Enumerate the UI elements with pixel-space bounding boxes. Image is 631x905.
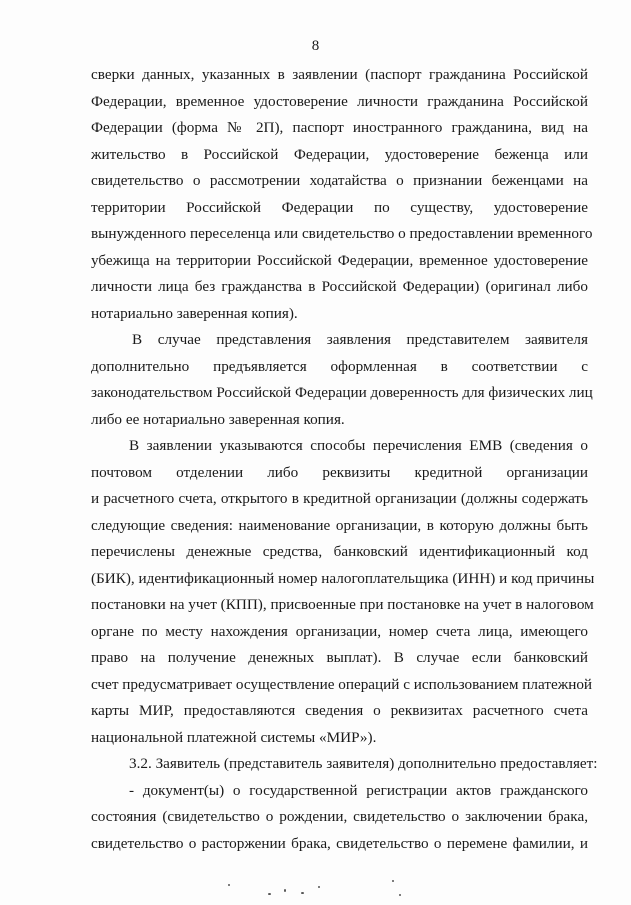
text-line: свидетельство о расторжении брака, свидетельство о перемене фамилии, и — [91, 835, 588, 852]
text-line: дополнительно предъявляется оформленная в соответствии с — [91, 358, 588, 375]
text-line: жительство в Российской Федерации, удостоверение беженца или — [91, 146, 588, 163]
scan-speck — [284, 889, 286, 892]
text-line: (БИК), идентификационный номер налогоплательщика (ИНН) и код причины — [91, 570, 595, 587]
text-line: - документ(ы) о государственной регистрации актов гражданского — [129, 782, 588, 799]
page-number: 8 — [311, 38, 320, 54]
scan-speck — [392, 880, 394, 882]
text-line: законодательством Российской Федерации доверенность для физических лиц — [91, 384, 593, 401]
text-line: национальной платежной системы «МИР»). — [91, 729, 377, 746]
text-line: карты МИР, предоставляются сведения о реквизитах расчетного счета — [91, 702, 588, 719]
text-line: состояния (свидетельство о рождении, свидетельство о заключении брака, — [91, 808, 588, 825]
text-line: постановки на учет (КПП), присвоенные при постановке на учет в налоговом — [91, 596, 594, 613]
text-line: личности лица без гражданства в Российской Федерации) (оригинал либо — [91, 278, 588, 295]
text-line: право на получение денежных выплат). В случае если банковский — [91, 649, 588, 666]
text-line: убежища на территории Российской Федерации, временное удостоверение — [91, 252, 588, 269]
text-line: либо ее нотариально заверенная копия. — [91, 411, 345, 428]
text-line: Федерации, временное удостоверение личности гражданина Российской — [91, 93, 588, 110]
text-line: Федерации (форма № 2П), паспорт иностранного гражданина, вид на — [91, 119, 588, 136]
text-line: счет предусматривает осуществление операций с использованием платежной — [91, 676, 593, 693]
text-line: следующие сведения: наименование организации, в которую должны быть — [91, 517, 588, 534]
text-line: почтовом отделении либо реквизиты кредитной организации — [91, 464, 588, 481]
scan-speck — [301, 892, 304, 894]
scan-speck — [268, 893, 271, 895]
scan-speck — [318, 886, 320, 888]
text-line: 3.2. Заявитель (представитель заявителя) дополнительно предоставляет: — [129, 755, 598, 772]
text-line: свидетельство о рассмотрении ходатайства о признании беженцами на — [91, 172, 588, 189]
text-line: и расчетного счета, открытого в кредитной организации (должны содержать — [91, 490, 588, 507]
text-line: В заявлении указываются способы перечисления ЕМВ (сведения о — [129, 437, 588, 454]
scan-speck — [228, 884, 230, 886]
text-line: территории Российской Федерации по существу, удостоверение — [91, 199, 588, 216]
text-line: нотариально заверенная копия). — [91, 305, 298, 322]
text-line: сверки данных, указанных в заявлении (паспорт гражданина Российской — [91, 66, 588, 83]
text-line: перечислены денежные средства, банковский идентификационный код — [91, 543, 588, 560]
text-line: В случае представления заявления представителем заявителя — [132, 331, 588, 348]
text-line: вынужденного переселенца или свидетельство о предоставлении временного — [91, 225, 593, 242]
scan-speck — [399, 894, 401, 896]
text-line: органе по месту нахождения организации, номер счета лица, имеющего — [91, 623, 588, 640]
